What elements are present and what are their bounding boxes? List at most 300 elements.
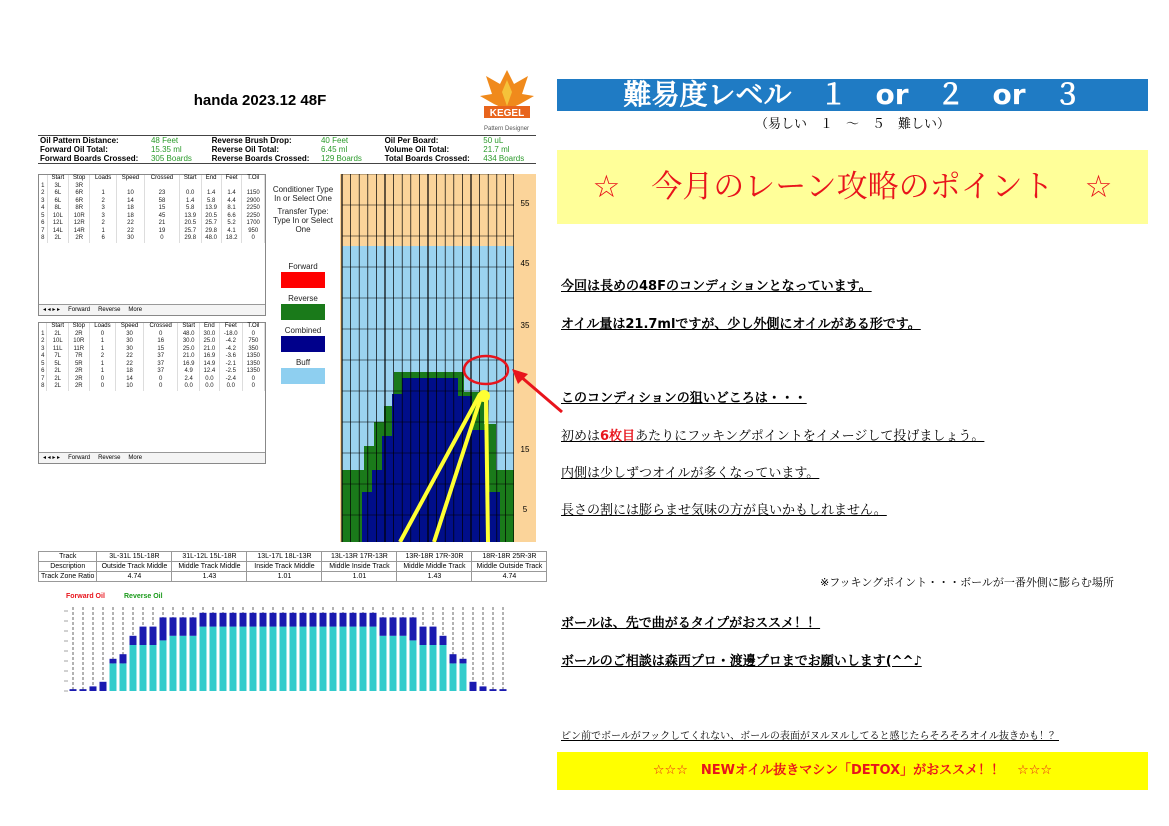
sheet-cell[interactable]: 29.8	[179, 235, 201, 243]
reverse-tabs	[39, 452, 265, 463]
sheet-cell[interactable]: -2.5	[219, 368, 242, 376]
zone-cell: 1.01	[247, 572, 322, 582]
info-line-3: このコンディションの狙いどころは・・・	[561, 391, 807, 406]
sheet-cell[interactable]: 2L	[47, 331, 68, 339]
summary-block	[38, 135, 536, 164]
info-line-4a: 初めは	[561, 429, 601, 444]
graph-reverse-bar	[240, 627, 247, 691]
graph-forward-bar	[240, 613, 247, 627]
graph-reverse-bar	[260, 627, 267, 691]
summary-cell: 6.45 ml	[320, 145, 348, 154]
graph-forward-bar	[330, 613, 337, 627]
sheet-cell[interactable]: 3	[90, 213, 117, 221]
sheet-cell[interactable]: 4.4	[221, 198, 242, 206]
info-line-8: ボールのご相談は森西プロ・渡邊プロまでお願いします(^^♪	[561, 654, 922, 669]
sheet-header-cell[interactable]: T.Oil	[242, 323, 264, 331]
sheet-cell[interactable]: 0	[145, 235, 180, 243]
sheet-cell[interactable]: 11R	[68, 346, 89, 354]
sheet-cell[interactable]: 10	[116, 190, 144, 198]
sheet-cell[interactable]: 10R	[68, 338, 89, 346]
sheet-cell[interactable]: 14L	[47, 228, 69, 236]
sheet-cell[interactable]: 25.0	[199, 338, 219, 346]
sheet-cell[interactable]: 4	[39, 353, 47, 361]
sheet-cell[interactable]: 8R	[69, 205, 90, 213]
graph-reverse-bar	[420, 645, 427, 691]
sheet-cell[interactable]: 1	[90, 190, 117, 198]
sheet-cell[interactable]: 16.9	[178, 361, 199, 369]
difficulty-sub: （易しい １ ～ ５ 難しい）	[754, 117, 950, 132]
sheet-cell[interactable]: 1.4	[201, 190, 221, 198]
summary-cell: 305 Boards	[150, 154, 192, 163]
graph-reverse-bar	[320, 627, 327, 691]
sheet-cell[interactable]: 25.7	[179, 228, 201, 236]
zone-cell: 13L-17L 18L-13R	[247, 552, 322, 562]
tab-forward[interactable]: Forward	[68, 455, 91, 461]
small-note: ピン前でボールがフックしてくれない、ボールの表面がヌルヌルしてると感じたらそろそろオイル抜きかも！？	[561, 731, 1059, 742]
zone-cell: 1.43	[172, 572, 247, 582]
sheet-cell[interactable]: 6	[39, 220, 47, 228]
sheet-cell[interactable]: 3L	[47, 183, 69, 191]
sheet-cell[interactable]: 37	[143, 353, 178, 361]
sheet-cell[interactable]: -3.6	[219, 353, 242, 361]
sheet-cell[interactable]: 18	[116, 213, 144, 221]
lane-mark-35: 35	[520, 321, 530, 330]
sheet-cell[interactable]: 2R	[68, 368, 89, 376]
zone-cell: 1.01	[322, 572, 397, 582]
zone-row	[39, 562, 547, 572]
transfer-label: Transfer Type: Type In or Select One	[272, 207, 334, 234]
sheet-cell[interactable]: 37	[143, 361, 178, 369]
sheet-cell[interactable]: 3R	[69, 183, 90, 191]
graph-reverse-bar	[250, 627, 257, 691]
sheet-header-cell[interactable]: Speed	[116, 175, 144, 183]
oil-graph-svg	[38, 601, 532, 693]
tab-reverse[interactable]: Reverse	[98, 455, 121, 461]
sheet-cell[interactable]: -2.1	[219, 361, 242, 369]
sheet-cell[interactable]	[90, 183, 117, 191]
sheet-cell[interactable]: 1	[89, 346, 115, 354]
sheet-cell[interactable]: 30.0	[178, 338, 199, 346]
sheet-cell[interactable]	[116, 183, 144, 191]
sheet-cell[interactable]: 5L	[47, 361, 68, 369]
ball-cluster	[478, 390, 490, 402]
sheet-cell[interactable]: 45	[145, 213, 180, 221]
sheet-cell[interactable]: -4.2	[219, 338, 242, 346]
sheet-cell[interactable]	[179, 183, 201, 191]
sheet-cell[interactable]: 6L	[47, 190, 69, 198]
tab-reverse[interactable]: Reverse	[98, 307, 121, 313]
sheet-cell[interactable]: 0	[143, 331, 178, 339]
sheet-cell[interactable]: 2.4	[178, 376, 199, 384]
graph-reverse-bar	[330, 627, 337, 691]
sheet-header-cell[interactable]: Stop	[68, 323, 89, 331]
sheet-cell[interactable]: 22	[116, 220, 144, 228]
zone-cell: Middle Inside Track	[322, 562, 397, 572]
sheet-cell[interactable]: 15	[145, 205, 180, 213]
sheet-cell[interactable]: 1	[39, 183, 47, 191]
sheet-header-cell[interactable]	[39, 323, 47, 331]
sheet-cell[interactable]: 7L	[47, 353, 68, 361]
sheet-cell[interactable]: 30	[116, 331, 144, 339]
sheet-cell[interactable]: 4.9	[178, 368, 199, 376]
sheet-cell[interactable]: 10L	[47, 338, 68, 346]
note-text: ※フッキングポイント・・・ボールが一番外側に膨らむ場所	[820, 576, 1114, 589]
sheet-cell[interactable]: 19	[145, 228, 180, 236]
table-row	[39, 353, 265, 361]
tab-nav-icon[interactable]: ◂ ◂ ▸ ▸	[43, 307, 61, 313]
sheet-cell[interactable]: 8	[39, 383, 47, 391]
sheet-cell[interactable]: 2	[39, 338, 47, 346]
sheet-header-cell[interactable]: End	[201, 175, 221, 183]
sheet-cell[interactable]	[201, 183, 221, 191]
graph-forward-bar	[310, 613, 317, 627]
sheet-cell[interactable]: 48.0	[201, 235, 221, 243]
sheet-cell[interactable]: 10	[116, 383, 144, 391]
sheet-cell[interactable]: 58	[145, 198, 180, 206]
tab-more[interactable]: More	[128, 307, 143, 313]
table-row	[39, 213, 265, 221]
sheet-cell[interactable]: 12R	[69, 220, 90, 228]
sheet-header-cell[interactable]: Feet	[219, 323, 242, 331]
sheet-cell[interactable]: 5R	[68, 361, 89, 369]
zone-table-wrap	[38, 551, 547, 582]
lane-diagram	[340, 174, 536, 542]
zone-row	[39, 572, 547, 582]
sheet-header-cell[interactable]: Crossed	[143, 323, 178, 331]
info-line-6: 長さの割には膨らませ気味の方が良いかもしれません。	[561, 503, 887, 518]
logo-caption: Pattern Designer	[484, 126, 530, 132]
sheet-cell[interactable]: 15	[143, 346, 178, 354]
reverse-sheet	[38, 322, 266, 464]
sheet-cell[interactable]: 2	[90, 198, 117, 206]
sheet-cell[interactable]: 13.9	[179, 213, 201, 221]
sheet-cell[interactable]: 5	[39, 361, 47, 369]
sheet-cell[interactable]: 0	[242, 331, 264, 339]
sheet-cell[interactable]: 6L	[47, 198, 69, 206]
sheet-cell[interactable]: 22	[116, 353, 144, 361]
graph-reverse-bar	[150, 645, 157, 691]
sheet-cell[interactable]: 2R	[68, 376, 89, 384]
graph-reverse-bar	[310, 627, 317, 691]
graph-forward-bar	[120, 654, 127, 663]
graph-reverse-bar	[460, 663, 467, 691]
sheet-cell[interactable]: 5	[39, 213, 47, 221]
sheet-cell[interactable]: 0.0	[219, 383, 242, 391]
sheet-cell[interactable]: 2	[90, 220, 117, 228]
sheet-cell[interactable]: 3	[39, 198, 47, 206]
sheet-cell[interactable]: 16	[143, 338, 178, 346]
graph-reverse-bar	[220, 627, 227, 691]
sheet-header-cell[interactable]: Start	[179, 175, 201, 183]
sheet-cell[interactable]: 6R	[69, 198, 90, 206]
sheet-cell[interactable]: 1	[89, 368, 115, 376]
sheet-cell[interactable]: 1.4	[179, 198, 201, 206]
graph-forward-bar	[470, 682, 477, 691]
tab-nav-icon[interactable]: ◂ ◂ ▸ ▸	[43, 455, 61, 461]
sheet-cell[interactable]: 2L	[47, 376, 68, 384]
tab-forward[interactable]: Forward	[68, 307, 91, 313]
sheet-header-row	[39, 175, 265, 183]
sheet-cell[interactable]: 5.8	[201, 198, 221, 206]
graph-forward-bar	[370, 613, 377, 627]
summary-cell: 48 Feet	[150, 136, 179, 145]
sheet-cell[interactable]: 11L	[47, 346, 68, 354]
graph-forward-bar	[360, 613, 367, 627]
sheet-header-row	[39, 323, 265, 331]
sheet-header-cell[interactable]: Start	[47, 323, 68, 331]
zone-cell: 13R-18R 17R-30R	[397, 552, 472, 562]
sheet-cell[interactable]: 2R	[68, 383, 89, 391]
sheet-cell[interactable]	[145, 183, 180, 191]
sheet-cell[interactable]: 16.9	[199, 353, 219, 361]
sheet-cell[interactable]: 30	[116, 346, 144, 354]
graph-forward-bar	[230, 613, 237, 627]
sheet-cell[interactable]: 2R	[68, 331, 89, 339]
sheet-cell[interactable]: 6	[39, 368, 47, 376]
sheet-cell[interactable]: 0.0	[179, 190, 201, 198]
graph-reverse-bar	[170, 636, 177, 691]
legend	[270, 185, 336, 390]
summary-cell: Oil Pattern Distance:	[40, 136, 119, 145]
sheet-header-cell[interactable]: Start	[178, 323, 199, 331]
sheet-header-cell[interactable]: Start	[47, 175, 69, 183]
sheet-cell[interactable]: 750	[242, 338, 264, 346]
graph-reverse-bar	[390, 636, 397, 691]
graph-forward-bar	[80, 689, 87, 691]
sheet-cell[interactable]: 21.0	[199, 346, 219, 354]
tab-more[interactable]: More	[128, 455, 143, 461]
sheet-cell[interactable]: 5.8	[179, 205, 201, 213]
zone-cell: Middle Middle Track	[397, 562, 472, 572]
sheet-cell[interactable]: 950	[242, 228, 265, 236]
graph-forward-bar	[290, 613, 297, 627]
graph-forward-bar	[300, 613, 307, 627]
sheet-cell[interactable]: 2L	[47, 368, 68, 376]
sheet-cell[interactable]: 4	[39, 205, 47, 213]
graph-forward-bar	[400, 617, 407, 635]
sheet-cell[interactable]: 1350	[242, 353, 264, 361]
sheet-cell[interactable]: 8L	[47, 205, 69, 213]
sheet-cell[interactable]: -2.4	[219, 376, 242, 384]
sheet-cell[interactable]: 1.4	[221, 190, 242, 198]
sheet-cell[interactable]: -18.0	[219, 331, 242, 339]
sheet-cell[interactable]: 0.0	[199, 383, 219, 391]
sheet-cell[interactable]	[242, 183, 265, 191]
sheet-cell[interactable]: 2250	[242, 213, 265, 221]
difficulty-banner: 難易度レベル １ or ２ or ３	[557, 79, 1148, 111]
table-row	[39, 376, 265, 384]
legend-buff-swatch	[281, 368, 325, 384]
sheet-cell[interactable]: 29.8	[201, 228, 221, 236]
graph-reverse-bar	[450, 663, 457, 691]
table-row	[39, 338, 265, 346]
graph-forward-bar	[450, 654, 457, 663]
graph-forward-bar	[480, 686, 487, 691]
sheet-cell[interactable]: 20.5	[201, 213, 221, 221]
zone-cell: 18R-18R 25R-3R	[472, 552, 547, 562]
sheet-cell[interactable]: 2	[89, 353, 115, 361]
zone-cell: 4.74	[472, 572, 547, 582]
graph-forward-bar	[160, 617, 167, 640]
table-row	[39, 361, 265, 369]
sheet-cell[interactable]: 18.2	[221, 235, 242, 243]
summary-row	[38, 154, 536, 163]
zone-cell: Description	[39, 562, 97, 572]
sheet-cell[interactable]: 12.4	[199, 368, 219, 376]
sheet-header-cell[interactable]: Loads	[90, 175, 117, 183]
graph-forward-bar	[220, 613, 227, 627]
detox-banner: ☆☆☆ NEWオイル抜きマシン「DETOX」がおススメ！！ ☆☆☆	[557, 752, 1148, 790]
sheet-cell[interactable]: 2R	[69, 235, 90, 243]
sheet-cell[interactable]: 14R	[69, 228, 90, 236]
graph-reverse-bar	[230, 627, 237, 691]
sheet-cell[interactable]: 10L	[47, 213, 69, 221]
sheet-cell[interactable]: 0	[89, 383, 115, 391]
sheet-cell[interactable]: 21.0	[178, 353, 199, 361]
graph-forward-bar	[130, 636, 137, 645]
graph-forward-bar	[210, 613, 217, 627]
sheet-cell[interactable]: 1700	[242, 220, 265, 228]
graph-reverse-bar	[300, 627, 307, 691]
graph-reverse-bar	[270, 627, 277, 691]
sheet-cell[interactable]: 23	[145, 190, 180, 198]
ball-line-3	[486, 394, 488, 542]
sheet-header-cell[interactable]: Speed	[116, 323, 144, 331]
sheet-cell[interactable]: 14	[116, 198, 144, 206]
sheet-cell[interactable]: 3	[90, 205, 117, 213]
sheet-cell[interactable]: 0	[143, 383, 178, 391]
sheet-cell[interactable]: 2250	[242, 205, 265, 213]
sheet-cell[interactable]: 1	[89, 361, 115, 369]
sheet-cell[interactable]: 1350	[242, 361, 264, 369]
zone-cell: Outside Track Middle	[97, 562, 172, 572]
sheet-cell[interactable]: 5.2	[221, 220, 242, 228]
sheet-cell[interactable]: 2900	[242, 198, 265, 206]
sheet-cell[interactable]: 18	[116, 205, 144, 213]
table-row	[39, 383, 265, 391]
graph-forward-bar	[500, 689, 507, 691]
table-row	[39, 331, 265, 339]
graph-forward-bar	[140, 627, 147, 645]
sheet-cell[interactable]: 8	[39, 235, 47, 243]
sheet-cell[interactable]: 0	[242, 383, 264, 391]
sheet-cell[interactable]: 20.5	[179, 220, 201, 228]
graph-forward-bar	[430, 627, 437, 645]
sheet-cell[interactable]: 1150	[242, 190, 265, 198]
sheet-cell[interactable]: 18	[116, 368, 144, 376]
summary-table	[38, 136, 536, 163]
red-arrow-icon	[508, 366, 564, 414]
legend-reverse-label: Reverse	[288, 294, 318, 303]
sheet-cell[interactable]: 0	[242, 235, 265, 243]
sheet-cell[interactable]: 37	[143, 368, 178, 376]
sheet-cell[interactable]: 30	[116, 235, 144, 243]
sheet-cell[interactable]: 22	[116, 228, 144, 236]
sheet-cell[interactable]: 14.9	[199, 361, 219, 369]
sheet-cell[interactable]: 22	[116, 361, 144, 369]
sheet-header-cell[interactable]: Crossed	[145, 175, 180, 183]
table-row	[39, 235, 265, 243]
sheet-cell[interactable]	[221, 183, 242, 191]
graph-reverse-bar	[210, 627, 217, 691]
lane-scale	[514, 174, 536, 542]
summary-cell: 21.7 ml	[483, 145, 510, 154]
graph-forward-bar	[410, 617, 417, 640]
sheet-cell[interactable]: 10R	[69, 213, 90, 221]
summary-cell: Volume Oil Total:	[384, 145, 450, 154]
graph-reverse-bar	[380, 636, 387, 691]
sheet-cell[interactable]: 7R	[68, 353, 89, 361]
zone-cell: 3L-31L 15L-18R	[97, 552, 172, 562]
sheet-cell[interactable]: 0.0	[178, 383, 199, 391]
summary-cell: Reverse Brush Drop:	[211, 136, 292, 145]
sheet-cell[interactable]: 6.6	[221, 213, 242, 221]
sheet-cell[interactable]: 2L	[47, 383, 68, 391]
sheet-cell[interactable]: 1350	[242, 368, 264, 376]
sheet-cell[interactable]: 0	[89, 331, 115, 339]
sheet-header-cell[interactable]: Stop	[69, 175, 90, 183]
graph-reverse-bar	[130, 645, 137, 691]
forward-table	[39, 175, 265, 243]
sheet-cell[interactable]: 2L	[47, 235, 69, 243]
sheet-header-cell[interactable]: T.Oil	[242, 175, 265, 183]
sheet-cell[interactable]: 0	[143, 376, 178, 384]
sheet-cell[interactable]: 21	[145, 220, 180, 228]
sheet-cell[interactable]: 7	[39, 376, 47, 384]
graph-bars	[64, 607, 507, 691]
kegel-logo	[478, 66, 536, 130]
reverse-table	[39, 323, 265, 391]
sheet-cell[interactable]: 12L	[47, 220, 69, 228]
sheet-cell[interactable]: 25.7	[201, 220, 221, 228]
table-row	[39, 183, 265, 191]
sheet-cell[interactable]: 7	[39, 228, 47, 236]
sheet-cell[interactable]: 4.1	[221, 228, 242, 236]
legend-forward-label: Forward	[288, 262, 318, 271]
sheet-cell[interactable]: 1	[39, 331, 47, 339]
graph-reverse-bar	[340, 627, 347, 691]
sheet-cell[interactable]: 13.9	[201, 205, 221, 213]
sheet-header-cell[interactable]: End	[199, 323, 219, 331]
sheet-cell[interactable]: 1	[89, 338, 115, 346]
graph-reverse-bar	[140, 645, 147, 691]
legend-reverse-swatch	[281, 304, 325, 320]
sheet-cell[interactable]: 350	[242, 346, 264, 354]
sheet-cell[interactable]: 6R	[69, 190, 90, 198]
sheet-header-cell[interactable]	[39, 175, 47, 183]
sheet-cell[interactable]: 6	[90, 235, 117, 243]
sheet-cell[interactable]: 1	[90, 228, 117, 236]
sheet-cell[interactable]: 30	[116, 338, 144, 346]
sheet-cell[interactable]: 48.0	[178, 331, 199, 339]
info-line-7: ボールは、先で曲がるタイプがおススメ！！	[561, 616, 821, 631]
sheet-cell[interactable]: 14	[116, 376, 144, 384]
sheet-cell[interactable]: 3	[39, 346, 47, 354]
sheet-cell[interactable]: 30.0	[199, 331, 219, 339]
sheet-cell[interactable]: 2	[39, 190, 47, 198]
pattern-title: handa 2023.12 48F	[193, 92, 327, 109]
sheet-cell[interactable]: -4.2	[219, 346, 242, 354]
sheet-header-cell[interactable]: Feet	[221, 175, 242, 183]
graph-forward-bar	[100, 682, 107, 691]
sheet-cell[interactable]: 0	[242, 376, 264, 384]
sheet-cell[interactable]: 0	[89, 376, 115, 384]
sheet-header-cell[interactable]: Loads	[89, 323, 115, 331]
sheet-cell[interactable]: 8.1	[221, 205, 242, 213]
sheet-cell[interactable]: 0.0	[199, 376, 219, 384]
legend-buff-label: Buff	[295, 358, 311, 367]
sheet-cell[interactable]: 25.0	[178, 346, 199, 354]
